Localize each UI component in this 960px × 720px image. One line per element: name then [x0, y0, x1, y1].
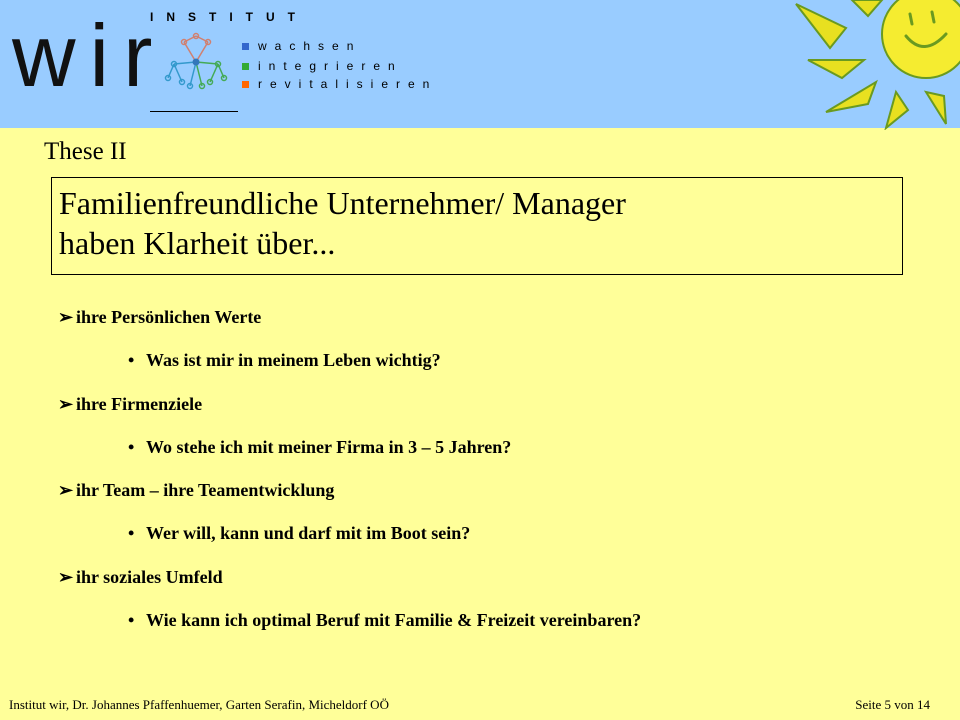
tagline-revitalisieren: revitalisieren: [242, 76, 437, 92]
header-banner: [0, 0, 960, 128]
list-item: ➢ ihr Team – ihre Teamentwicklung: [58, 480, 335, 500]
green-square-icon: [242, 63, 249, 70]
list-item: • Was ist mir in meinem Leben wichtig?: [128, 350, 441, 370]
list-item: • Wer will, kann und darf mit im Boot sein?: [128, 523, 471, 543]
wir-logo: wir: [12, 6, 167, 105]
institut-label: INSTITUT: [150, 10, 308, 24]
thesis-line-2: haben Klarheit über...: [59, 225, 336, 261]
list-item: • Wie kann ich optimal Beruf mit Familie & Freizeit vereinbaren?: [128, 610, 642, 630]
page-number: Seite 5 von 14: [855, 697, 930, 712]
orange-square-icon: [242, 81, 249, 88]
arrow-bullet-icon: ➢: [58, 394, 74, 414]
slide-heading: These II: [44, 138, 127, 165]
bullet-dot-icon: •: [128, 437, 135, 457]
logo-underline: [150, 111, 238, 112]
tagline-wachsen: wachsen: [242, 38, 361, 54]
thesis-line-1: Familienfreundliche Unternehmer/ Manager: [59, 185, 626, 221]
list-item: ➢ ihre Firmenziele: [58, 394, 203, 414]
arrow-bullet-icon: ➢: [58, 480, 74, 500]
list-item: ➢ ihr soziales Umfeld: [58, 567, 223, 587]
list-item: ➢ ihre Persönlichen Werte: [58, 307, 262, 327]
thesis-box: [51, 177, 903, 275]
list-item: • Wo stehe ich mit meiner Firma in 3 – 5 Jahren?: [128, 437, 512, 457]
arrow-bullet-icon: ➢: [58, 567, 74, 587]
network-logo-icon: [160, 32, 232, 92]
bullet-dot-icon: •: [128, 523, 135, 543]
tagline-integrieren: integrieren: [242, 58, 403, 74]
blue-square-icon: [242, 43, 249, 50]
bullet-dot-icon: •: [128, 350, 135, 370]
footer-credits: Institut wir, Dr. Johannes Pfaffenhuemer, Garten Serafin, Micheldorf OÖ: [9, 697, 389, 712]
bullet-dot-icon: •: [128, 610, 135, 630]
arrow-bullet-icon: ➢: [58, 307, 74, 327]
smiling-sun-icon: [786, 0, 960, 130]
